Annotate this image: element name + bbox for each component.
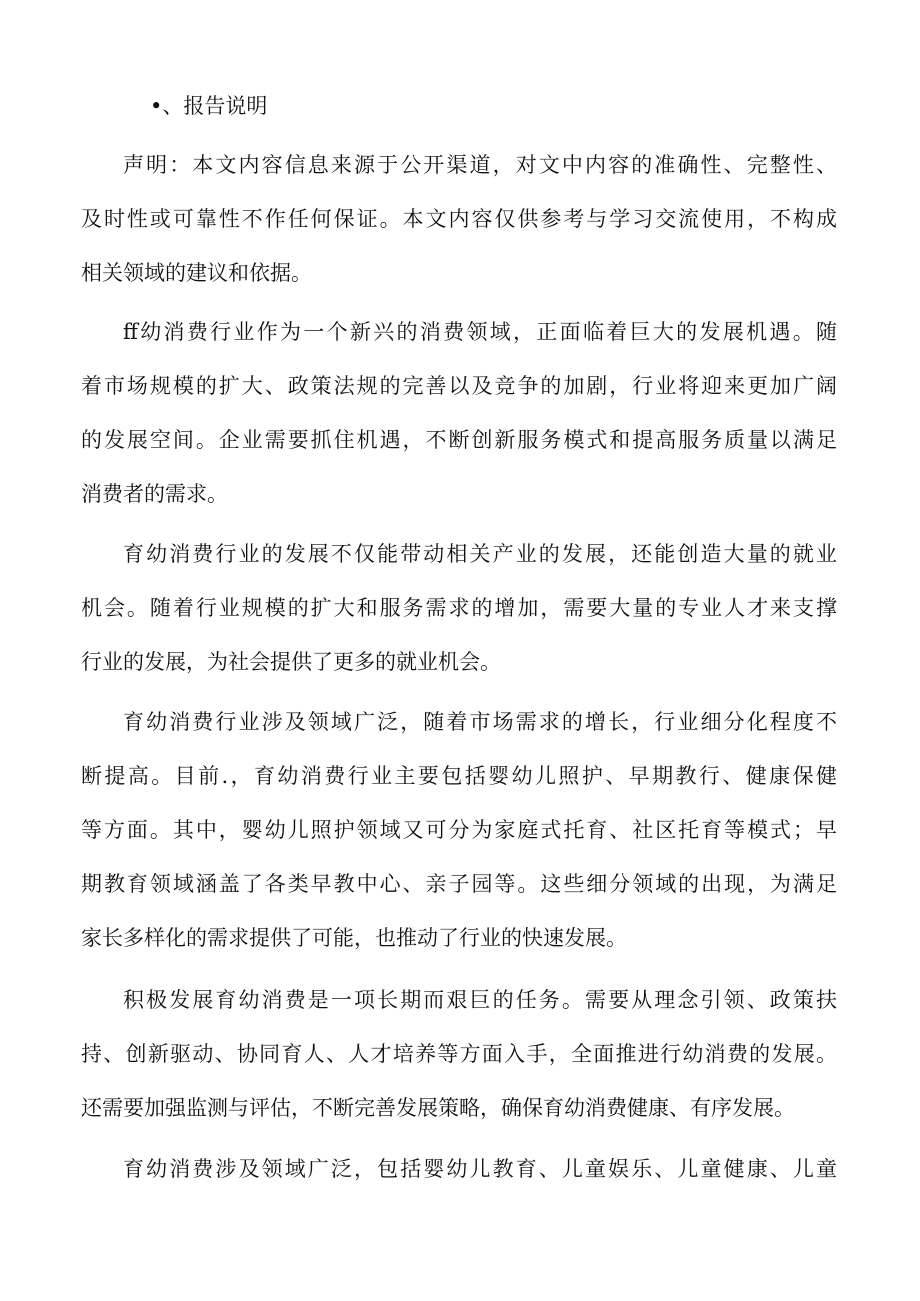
paragraph-line: 机会。随着行业规模的扩大和服务需求的增加，需要大量的专业人才来支撑 xyxy=(81,596,837,620)
paragraph-line: 持、创新驱动、协同育人、人才培养等方面入手，全面推进行幼消费的发展。 xyxy=(81,1042,837,1066)
section-heading: •、报告说明 xyxy=(150,94,268,118)
paragraph-line: 育幼消费涉及领域广泛，包括婴幼儿教育、儿童娱乐、儿童健康、儿童 xyxy=(123,1157,837,1181)
paragraph-disclaimer xyxy=(81,138,837,300)
paragraph-line: 行业的发展，为社会提供了更多的就业机会。 xyxy=(81,650,501,674)
paragraph-line: 相关领域的建议和依据。 xyxy=(81,261,312,285)
paragraph-line: 的发展空间。企业需要抓住机遇，不断创新服务模式和提高服务质量以满足 xyxy=(81,428,837,452)
paragraph-line: 及时性或可靠性不作任何保证。本文内容仅供参考与学习交流使用，不构成 xyxy=(81,207,837,231)
paragraph-line: 家长多样化的需求提供了可能，也推动了行业的快速发展。 xyxy=(81,926,627,950)
paragraph-scope xyxy=(81,1142,837,1196)
paragraph-line: 断提高。目前.，育幼消费行业主要包括婴幼儿照护、早期教行、健康保健 xyxy=(81,764,837,788)
paragraph-development xyxy=(81,973,837,1135)
paragraph-line: 还需要加强监测与评估，不断完善发展策略，确保育幼消费健康、有序发展。 xyxy=(81,1096,795,1120)
paragraph-line: 着市场规模的扩大、政策法规的完善以及竞争的加剧，行业将迎来更加广阔 xyxy=(81,374,837,398)
paragraph-segments xyxy=(81,695,837,965)
paragraph-line: 等方面。其中，婴幼儿照护领域又可分为家庭式托育、社区托育等模式；早 xyxy=(81,818,837,842)
paragraph-line: 消费者的需求。 xyxy=(81,482,228,506)
paragraph-line: 育幼消费行业涉及领域广泛，随着市场需求的增长，行业细分化程度不 xyxy=(123,710,837,734)
paragraph-line: 声明：本文内容信息来源于公开渠道，对文中内容的准确性、完整性、 xyxy=(123,153,837,177)
paragraph-employment xyxy=(81,527,837,689)
paragraph-opportunity xyxy=(81,305,837,521)
paragraph-line: 期教育领域涵盖了各类早教中心、亲子园等。这些细分领域的出现，为满足 xyxy=(81,872,837,896)
paragraph-line: 育幼消费行业的发展不仅能带动相关产业的发展，还能创造大量的就业 xyxy=(123,542,837,566)
paragraph-line: 积极发展育幼消费是一项长期而艰巨的任务。需要从理念引领、政策扶 xyxy=(123,988,837,1012)
paragraph-line: ff幼消费行业作为一个新兴的消费领域，正面临着巨大的发展机遇。随 xyxy=(123,320,837,344)
